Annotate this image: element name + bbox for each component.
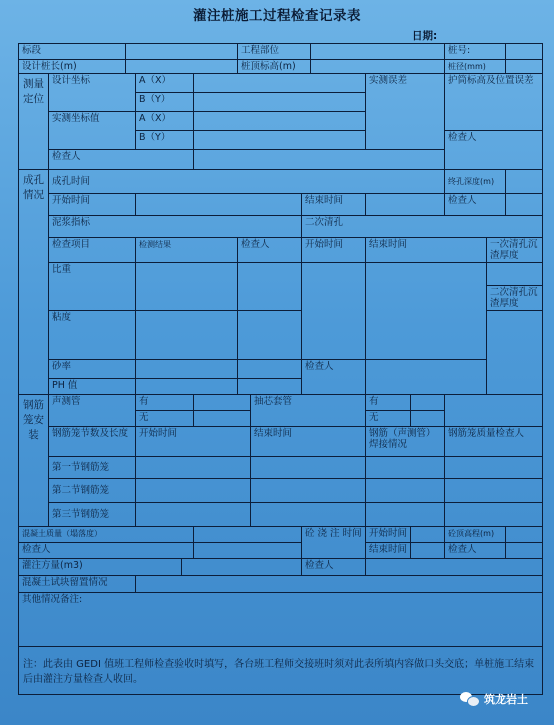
label-jie2: 第二节钢筋笼	[49, 479, 136, 503]
label-shice-wucha: 实测误差	[366, 74, 445, 150]
label-jieshu-changdu: 钢筋笼节数及长度	[49, 427, 136, 457]
label-wu2: 无	[366, 411, 411, 427]
label-shice-zuobiao: 实测坐标值	[49, 112, 136, 150]
label-chouxin-taoguan: 抽芯套管	[251, 395, 366, 427]
label-hnt-jianchaen: 检查人	[19, 543, 194, 559]
value-jie3-kaishi[interactable]	[136, 503, 251, 527]
watermark-text: 筑龙岩土	[484, 693, 528, 706]
label-chengkong-shijian: 成孔时间	[49, 170, 445, 194]
value-wu2[interactable]	[411, 411, 445, 427]
value-qingkong-kaishi[interactable]	[302, 263, 366, 360]
label-zhuangjing: 桩径(mm)	[445, 60, 506, 74]
label-hnt-jieshu: 结束时间	[366, 543, 411, 559]
value-jie2-kaishi[interactable]	[136, 479, 251, 503]
label-jie3: 第三节钢筋笼	[49, 503, 136, 527]
label-celiang-jianchaen: 检查人	[49, 150, 194, 170]
label-ph: PH 值	[49, 379, 136, 395]
label-qita: 其他情况备注:	[19, 593, 543, 647]
value-you2[interactable]	[411, 395, 445, 411]
date-label: 日期:	[412, 30, 438, 42]
value-sheji-a-x[interactable]	[194, 74, 366, 93]
value-jie2-hanjie[interactable]	[366, 479, 445, 503]
value-biaoduan[interactable]	[126, 44, 238, 60]
label-celiang-jianchaen-right: 检查人	[445, 131, 543, 170]
section-celiang: 测量定位	[19, 74, 49, 170]
label-you2: 有	[366, 395, 411, 411]
label-zhuangding-biaogao: 桩顶标高(m)	[238, 60, 311, 74]
value-yici-chendian[interactable]	[487, 263, 543, 286]
label-shalv: 砂率	[49, 360, 136, 379]
value-jie3-jianchaen[interactable]	[445, 503, 543, 527]
section-chengkong: 成孔情况	[19, 170, 49, 395]
label-jieshu-shijian2: 结束时间	[366, 238, 487, 263]
value-ph-jianchaen[interactable]	[238, 379, 302, 395]
value-chouxin-blank[interactable]	[445, 395, 543, 427]
label-hnt-kaishi: 开始时间	[366, 527, 411, 543]
watermark	[460, 691, 528, 707]
value-jie1-hanjie[interactable]	[366, 457, 445, 479]
value-jie1-jieshu[interactable]	[251, 457, 366, 479]
value-sheji-zhuangchang[interactable]	[126, 60, 238, 74]
label-shengceguan: 声测管	[49, 395, 136, 427]
value-hnt-kaishi[interactable]	[411, 527, 445, 543]
wechat-icon	[460, 692, 478, 706]
label-jiancha-xiangmu: 检查项目	[49, 238, 136, 263]
value-niandu-jianchaen[interactable]	[238, 311, 302, 360]
label-kaishi-shijian: 开始时间	[49, 194, 136, 216]
label-jie1: 第一节钢筋笼	[49, 457, 136, 479]
value-zhuanghao[interactable]	[506, 44, 543, 60]
label-b-y2: B（Y）	[136, 131, 194, 150]
value-zhuangding-biaogao[interactable]	[311, 60, 445, 74]
value-shice-a-x[interactable]	[194, 112, 366, 131]
label-hnt-jianchaen3: 检查人	[302, 559, 366, 576]
value-niandu[interactable]	[136, 311, 238, 360]
value-gongcheng-buwei[interactable]	[311, 44, 445, 60]
value-bizhong[interactable]	[136, 263, 238, 311]
value-ph[interactable]	[136, 379, 238, 395]
value-jie1-jianchaen[interactable]	[445, 457, 543, 479]
inspection-form	[18, 43, 543, 695]
value-fangliang[interactable]	[182, 559, 302, 576]
label-sheji-zhuangchang: 设计桩长(m)	[19, 60, 126, 74]
label-gongcheng-buwei: 工程部位	[238, 44, 311, 60]
value-shikuai[interactable]	[136, 576, 543, 593]
label-jieshu-shijian: 结束时间	[302, 194, 366, 216]
value-jie1-kaishi[interactable]	[136, 457, 251, 479]
label-b-y: B（Y）	[136, 93, 194, 112]
value-hnt-jieshu[interactable]	[411, 543, 445, 559]
value-kaishi-shijian[interactable]	[136, 194, 302, 216]
value-hunningtu-zhiliang[interactable]	[194, 527, 302, 543]
label-bizhong: 比重	[49, 263, 136, 311]
label-kaishi-shijian2: 开始时间	[302, 238, 366, 263]
label-chengkong-jianchaen: 检查人	[445, 194, 506, 216]
value-jieshu-shijian[interactable]	[366, 194, 445, 216]
value-erci-chendian[interactable]	[487, 311, 543, 395]
value-jie3-hanjie[interactable]	[366, 503, 445, 527]
label-biaoduan: 标段	[19, 44, 126, 60]
value-hnt-jianchaen2[interactable]	[506, 543, 543, 559]
label-yici-chendian: 一次清孔沉渣厚度	[487, 238, 543, 263]
label-wu: 无	[136, 411, 194, 427]
value-you[interactable]	[194, 395, 251, 411]
label-chengkong-jianchaen2: 检查人	[238, 238, 302, 263]
label-niandu: 粘度	[49, 311, 136, 360]
label-hutong: 护筒标高及位置误差	[445, 74, 543, 131]
label-sheji-zuobiao: 设计坐标	[49, 74, 136, 112]
value-jie2-jianchaen[interactable]	[445, 479, 543, 503]
label-zhiliang-jianchaen: 钢筋笼质量检查人	[445, 427, 543, 457]
label-a-x2: A（X）	[136, 112, 194, 131]
label-jiaozhu-shijian: 砼 浇 注 时间	[302, 527, 366, 559]
value-celiang-jianchaen[interactable]	[194, 150, 445, 170]
label-zhongkong-shendu: 终孔深度(m)	[445, 170, 506, 194]
value-hnt-jianchaen3[interactable]	[366, 559, 543, 576]
label-hnt-jianchaen2: 检查人	[445, 543, 506, 559]
label-fangliang: 灌注方量(m3)	[19, 559, 182, 576]
page-title: 灌注桩施工过程检查记录表	[193, 8, 361, 24]
label-zhuanghao: 桩号:	[445, 44, 506, 60]
label-hanjie: 钢筋（声测管）焊接情况	[366, 427, 445, 457]
label-chaogao: 砼顶高程(m)	[445, 527, 506, 543]
label-nijiang-zhibiao: 泥浆指标	[49, 216, 302, 238]
label-erci-chendian: 二次清孔沉渣厚度	[487, 286, 543, 311]
value-zhongkong-shendu[interactable]	[506, 170, 543, 194]
value-zhuangjing[interactable]	[506, 60, 543, 74]
value-wu[interactable]	[194, 411, 251, 427]
value-chengkong-jianchaen3[interactable]	[366, 360, 487, 395]
label-gangjin-jieshu: 结束时间	[251, 427, 366, 457]
label-jiance-jieguo: 检测结果	[136, 238, 238, 263]
section-gangjin: 钢筋笼安装	[19, 395, 49, 527]
footer-note: 注：此表由 GEDI 值班工程师检查验收时填写，各台班工程师交接班时须对此表所填内容做口头交底；单桩施工结束后由灌注方量检查人收回。	[19, 647, 543, 695]
label-shikuai: 混凝土试块留置情况	[19, 576, 136, 593]
label-you: 有	[136, 395, 194, 411]
value-sheji-b-y[interactable]	[194, 93, 366, 112]
label-hunningtu-zhiliang: 混凝土质量（塌落度）	[19, 527, 194, 543]
value-jie3-jieshu[interactable]	[251, 503, 366, 527]
label-gangjin-kaishi: 开始时间	[136, 427, 251, 457]
label-erci-qingkong: 二次清孔	[302, 216, 543, 238]
label-a-x: A（X）	[136, 74, 194, 93]
value-qingkong-jieshu[interactable]	[366, 263, 487, 360]
label-chengkong-jianchaen3: 检查人	[302, 360, 366, 395]
value-chaogao[interactable]	[506, 527, 543, 543]
value-shalv-jianchaen[interactable]	[238, 360, 302, 379]
value-chengkong-jianchaen[interactable]	[506, 194, 543, 216]
value-hnt-jianchaen[interactable]	[194, 543, 302, 559]
value-shice-b-y[interactable]	[194, 131, 366, 150]
value-bizhong-jianchaen[interactable]	[238, 263, 302, 311]
value-jie2-jieshu[interactable]	[251, 479, 366, 503]
value-shalv[interactable]	[136, 360, 238, 379]
